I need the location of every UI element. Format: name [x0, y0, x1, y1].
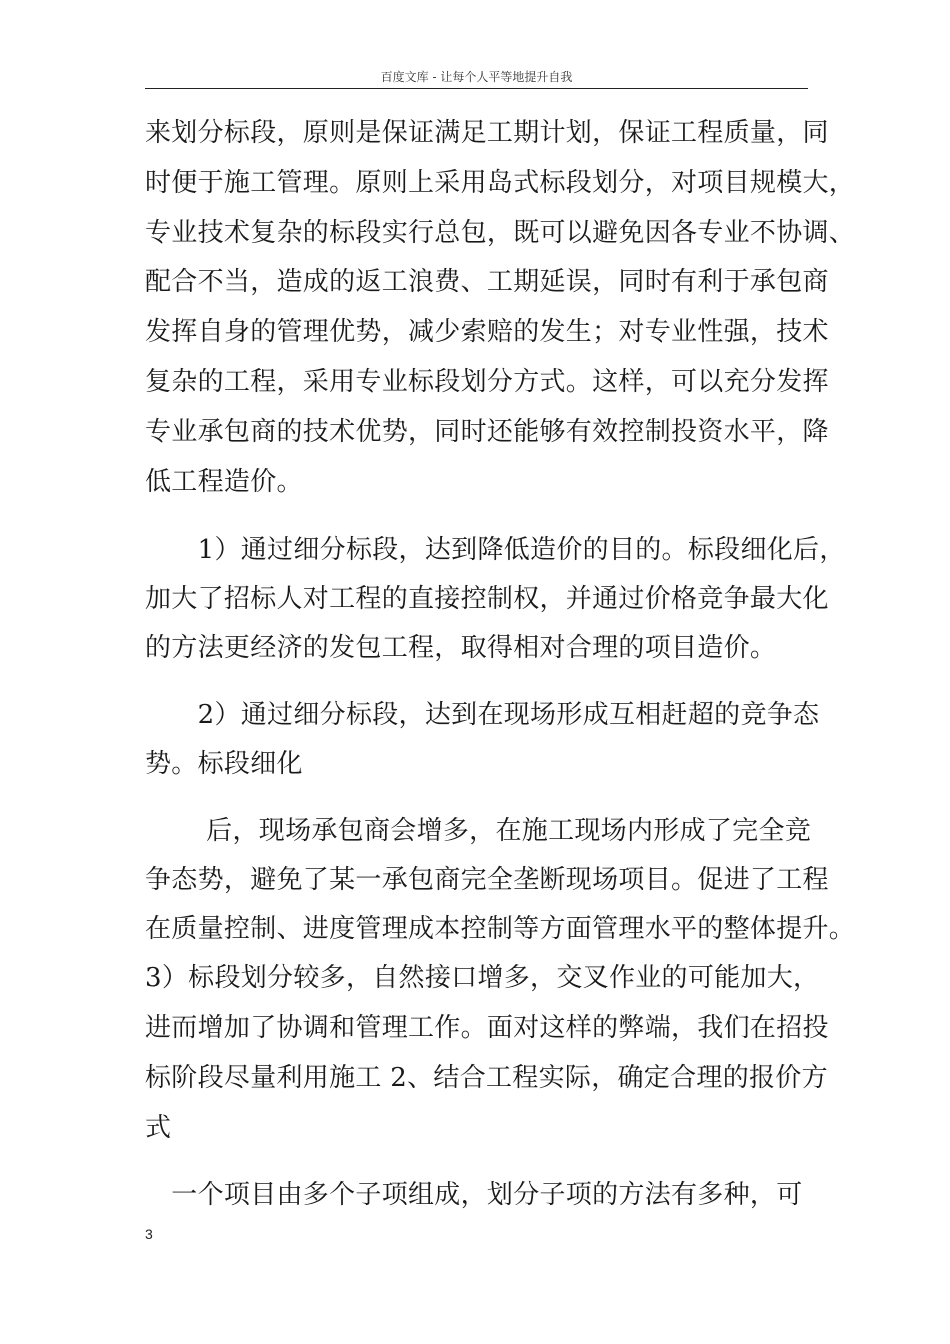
text-line: 一个项目由多个子项组成，划分子项的方法有多种，可 [145, 1180, 803, 1210]
text-line: 配合不当，造成的返工浪费、工期延误，同时有利于承包商 [145, 267, 829, 297]
text-line: 势。标段细化 [145, 749, 303, 779]
text-line: 后，现场承包商会增多，在施工现场内形成了完全竞 [145, 816, 812, 846]
text-line: 来划分标段，原则是保证满足工期计划，保证工程质量，同 [145, 118, 829, 148]
text-line: 1）通过细分标段，达到降低造价的目的。标段细化后， [145, 535, 846, 565]
text-line: 3）标段划分较多，自然接口增多，交叉作业的可能加大， [145, 963, 820, 993]
text-line: 标阶段尽量利用施工 2、结合工程实际，确定合理的报价方 [145, 1063, 828, 1093]
text-line: 专业承包商的技术优势，同时还能够有效控制投资水平，降 [145, 417, 829, 447]
text-line: 在质量控制、进度管理成本控制等方面管理水平的整体提升。 [145, 914, 856, 944]
text-line: 发挥自身的管理优势，减少索赔的发生；对专业性强，技术 [145, 317, 829, 347]
text-line: 争态势，避免了某一承包商完全垄断现场项目。促进了工程 [145, 865, 829, 895]
text-line: 的方法更经济的发包工程，取得相对合理的项目造价。 [145, 633, 777, 663]
text-line: 进而增加了协调和管理工作。面对这样的弊端，我们在招投 [145, 1013, 829, 1043]
text-line: 式 [145, 1113, 172, 1143]
text-line: 时便于施工管理。原则上采用岛式标段划分，对项目规模大， [145, 168, 856, 198]
header-rule [145, 88, 808, 89]
page-header: 百度文库 - 让每个人平等地提升自我 [380, 70, 573, 84]
text-line: 低工程造价。 [145, 467, 303, 497]
text-line: 2）通过细分标段，达到在现场形成互相赶超的竞争态 [145, 700, 820, 730]
text-line: 复杂的工程，采用专业标段划分方式。这样，可以充分发挥 [145, 367, 829, 397]
text-line: 专业技术复杂的标段实行总包，既可以避免因各专业不协调、 [145, 218, 856, 248]
text-line: 加大了招标人对工程的直接控制权，并通过价格竞争最大化 [145, 584, 829, 614]
page-number: 3 [145, 1226, 153, 1242]
